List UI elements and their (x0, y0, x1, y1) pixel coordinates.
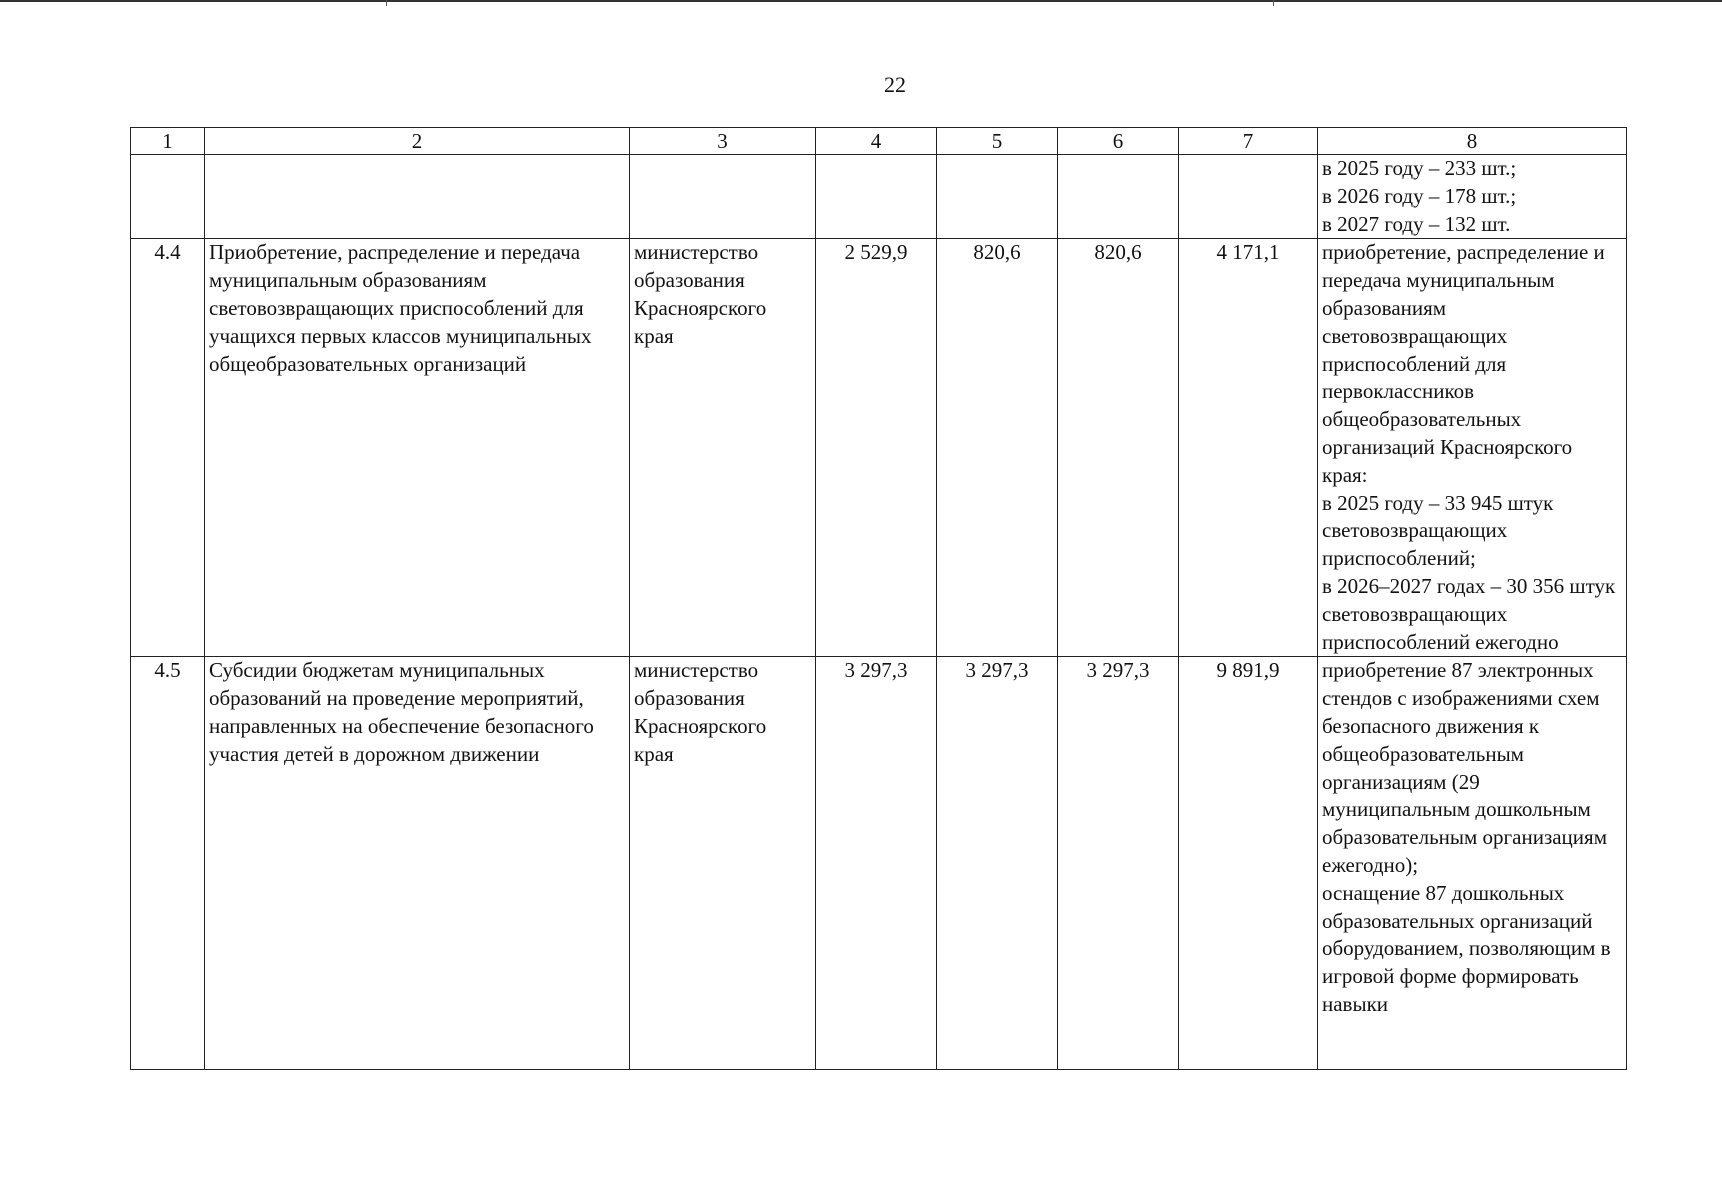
table-row (131, 657, 1627, 1070)
value-2026-cell (937, 155, 1058, 239)
result-cell: в 2025 году – 233 шт.; в 2026 году – 178 шт.; в 2027 году – 132 шт. (1318, 155, 1627, 239)
value-2026-cell: 820,6 (937, 239, 1058, 657)
value-2027-cell: 3 297,3 (1058, 657, 1179, 1070)
table-header-row (131, 128, 1627, 155)
value-2025-cell: 2 529,9 (816, 239, 937, 657)
result-cell: приобретение 87 электронных стендов с изображениями схем безопасного движения к общеобразовательным организациям (29 муниципальным дошкольным образовательным организациям ежегодно); оснащение 87 дошкольных образовательных организаций оборудованием, позволяющим в игровой форме формировать навыки (1318, 657, 1627, 1070)
column-header: 7 (1179, 128, 1318, 155)
total-cell (1179, 155, 1318, 239)
responsible-cell (630, 155, 816, 239)
column-header: 1 (131, 128, 205, 155)
value-2026-cell: 3 297,3 (937, 657, 1058, 1070)
column-header: 8 (1318, 128, 1627, 155)
scan-edge-tick (1273, 0, 1274, 6)
row-number-cell: 4.5 (131, 657, 205, 1070)
activity-name-cell (205, 155, 630, 239)
value-2025-cell (816, 155, 937, 239)
column-header: 2 (205, 128, 630, 155)
activities-table (130, 127, 1627, 1070)
table-row (131, 239, 1627, 657)
column-header: 6 (1058, 128, 1179, 155)
activity-name-cell: Приобретение, распределение и передача муниципальным образованиям световозвращающих приспособлений для учащихся первых классов муниципальных общеобразовательных организаций (205, 239, 630, 657)
column-header: 5 (937, 128, 1058, 155)
responsible-cell: министерство образования Красноярского края (630, 657, 816, 1070)
value-2027-cell (1058, 155, 1179, 239)
value-2025-cell: 3 297,3 (816, 657, 937, 1070)
scan-edge-line (0, 0, 1722, 2)
column-header: 4 (816, 128, 937, 155)
page-number: 22 (884, 72, 906, 97)
activity-name-cell: Субсидии бюджетам муниципальных образований на проведение мероприятий, направленных на обеспечение безопасного участия детей в дорожном движении (205, 657, 630, 1070)
responsible-cell: министерство образования Красноярского края (630, 239, 816, 657)
total-cell: 4 171,1 (1179, 239, 1318, 657)
table-row (131, 155, 1627, 239)
scan-edge-tick (386, 0, 387, 6)
column-header: 3 (630, 128, 816, 155)
value-2027-cell: 820,6 (1058, 239, 1179, 657)
total-cell: 9 891,9 (1179, 657, 1318, 1070)
result-cell: приобретение, распределение и передача муниципальным образованиям световозвращающих приспособлений для первоклассников общеобразовательных организаций Красноярского края: в 2025 году – 33 945 штук световозвращающих приспособлений; в 2026–2027 годах – 30 356 штук световозвращающих приспособлений ежегодно (1318, 239, 1627, 657)
row-number-cell: 4.4 (131, 239, 205, 657)
row-number-cell (131, 155, 205, 239)
